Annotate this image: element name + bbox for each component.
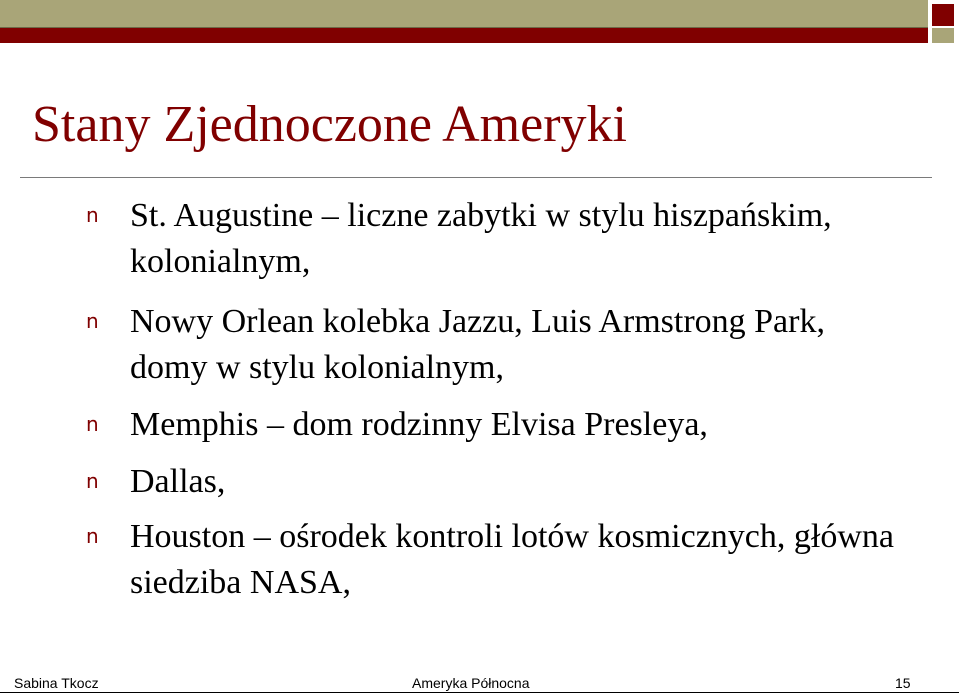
- title-divider: [20, 177, 932, 178]
- slide-footer: [0, 672, 959, 694]
- bullet-marker-icon: n: [86, 203, 99, 227]
- bullet-text: St. Augustine – liczne zabytki w stylu hiszpańskim, kolonialnym,: [130, 197, 832, 280]
- bullet-item: [86, 459, 930, 505]
- footer-page-number: 15: [895, 675, 911, 691]
- bullet-marker-icon: n: [86, 524, 99, 548]
- bullet-text: Nowy Orlean kolebka Jazzu, Luis Armstrong Park, domy w stylu kolonialnym,: [130, 303, 825, 386]
- slide-title: Stany Zjednoczone Ameryki: [32, 96, 627, 153]
- corner-square-maroon: [932, 4, 954, 26]
- header-band-olive: [0, 0, 928, 28]
- footer-author: Sabina Tkocz: [14, 675, 99, 691]
- bullet-marker-icon: n: [86, 309, 99, 333]
- corner-square-olive: [932, 28, 954, 43]
- footer-divider: [0, 692, 959, 693]
- bullet-text: Dallas,: [130, 463, 226, 500]
- footer-topic: Ameryka Północna: [412, 675, 530, 691]
- bullet-item: [86, 514, 930, 606]
- bullet-marker-icon: n: [86, 469, 99, 493]
- bullet-item: [86, 193, 930, 285]
- header-band-maroon: [0, 28, 928, 43]
- bullet-item: [86, 299, 890, 391]
- bullet-text: Houston – ośrodek kontroli lotów kosmicznych, główna siedziba NASA,: [130, 518, 894, 601]
- bullet-marker-icon: n: [86, 412, 99, 436]
- bullet-item: [86, 402, 930, 448]
- bullet-text: Memphis – dom rodzinny Elvisa Presleya,: [130, 406, 708, 443]
